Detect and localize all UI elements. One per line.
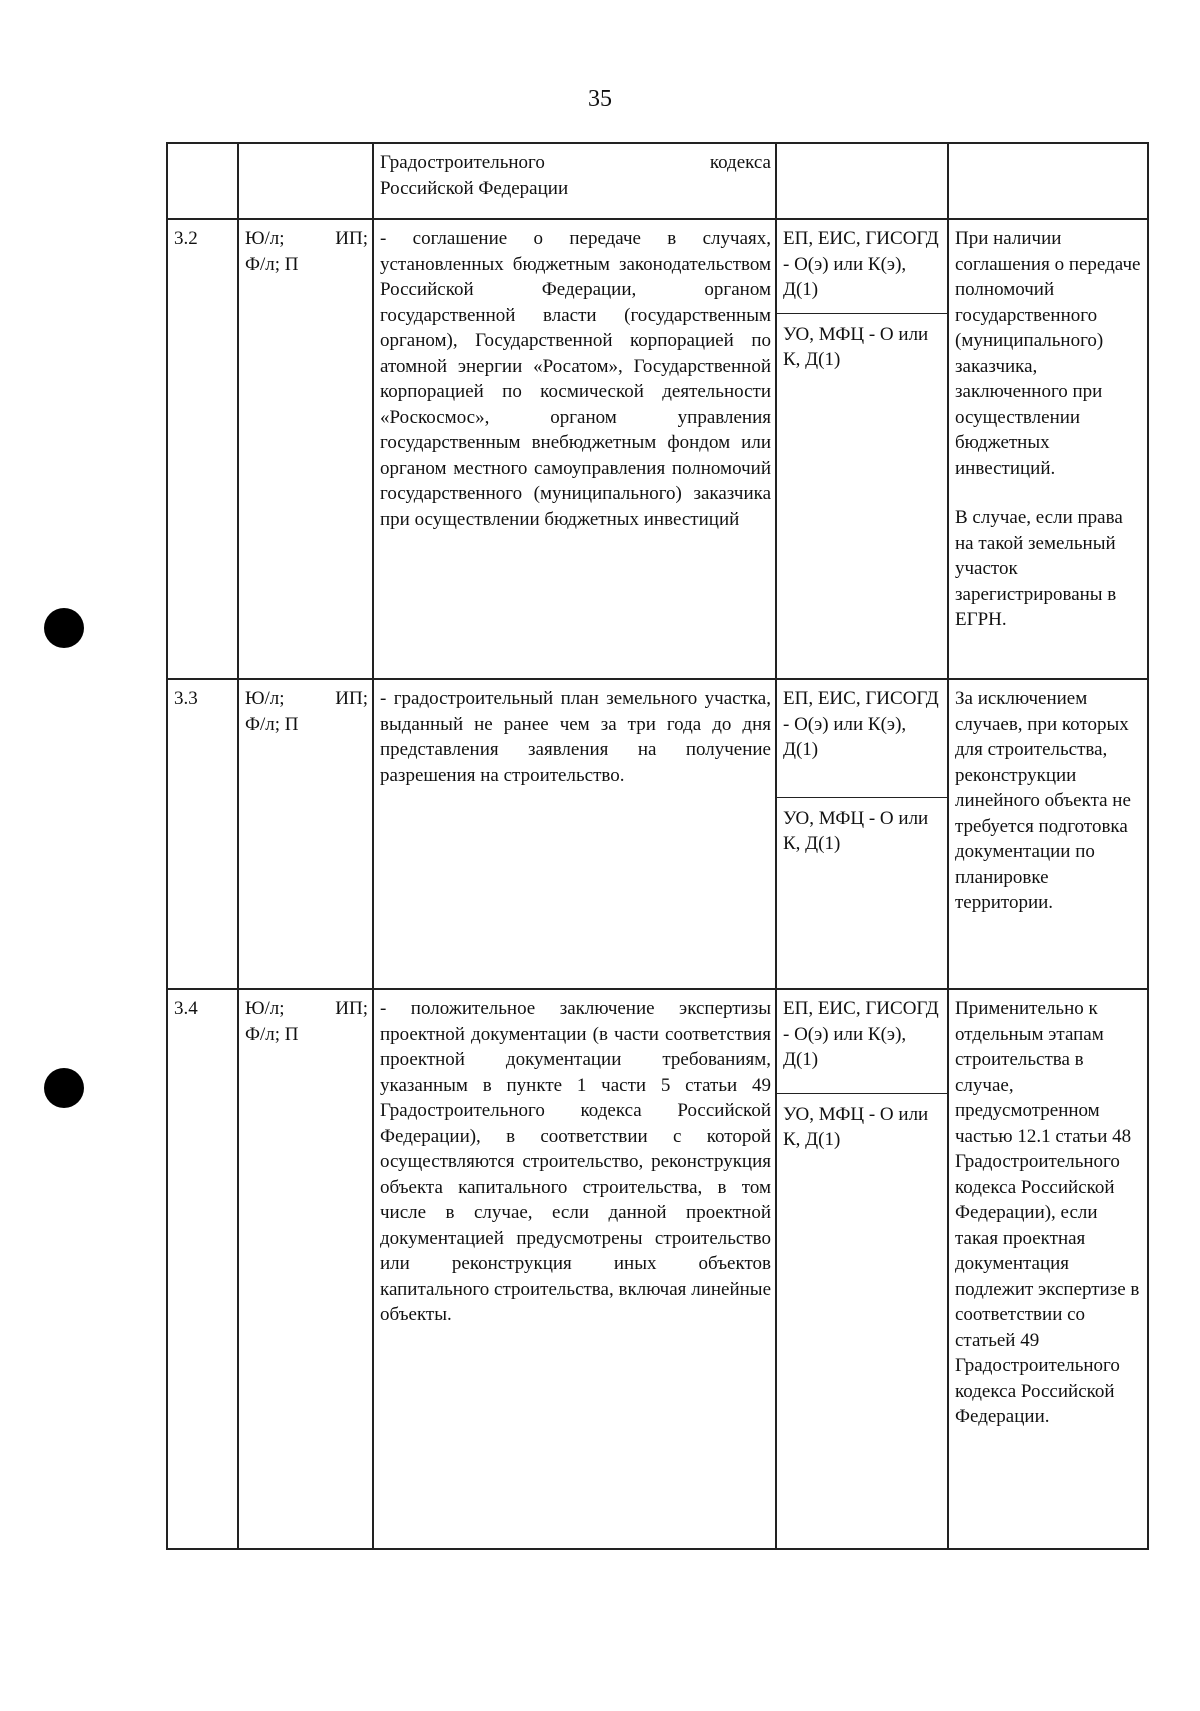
applicant-type-c: Ф/л; П xyxy=(245,1023,299,1045)
note-text-secondary: В случае, если права на такой земельный участок зарегистрированы в ЕГРН. xyxy=(955,507,1123,630)
submission-method-electronic: ЕП, ЕИС, ГИСОГД - О(э) или К(э), Д(1) xyxy=(777,226,947,314)
cell-document xyxy=(373,143,776,219)
applicant-type-c: Ф/л; П xyxy=(245,713,299,735)
cell-note xyxy=(948,219,1148,679)
table-row-continuation xyxy=(167,143,1148,219)
cell-note: За исключением случаев, при которых для строительства, реконструкции линейного объекта не требуется подготовка документации по планировке территории. xyxy=(948,679,1148,989)
continuation-text-part1: Градостроительного xyxy=(380,152,545,173)
applicant-type-b: ИП; xyxy=(335,228,368,249)
submission-method-electronic: ЕП, ЕИС, ГИСОГД - О(э) или К(э), Д(1) xyxy=(777,686,947,798)
continuation-text-part2: кодекса xyxy=(709,152,771,173)
punch-hole-mark xyxy=(44,1068,84,1108)
applicant-type-a: Ю/л; xyxy=(245,688,285,709)
submission-method-electronic: ЕП, ЕИС, ГИСОГД - О(э) или К(э), Д(1) xyxy=(777,996,947,1094)
applicant-type-a: Ю/л; xyxy=(245,998,285,1019)
cell-num xyxy=(167,143,238,219)
cell-applicant xyxy=(238,989,373,1549)
document-description: - положительное заключение экспертизы проектной документации (в части соответствия проектной документации требованиям, указанным в пункте 1 части 5 статьи 49 Градостроительного кодекса Российской Федерации), в соответствии с которой осуществляются строительство, реконструкция объекта капитального строительства, в том числе в случае, если данной проектной документацией предусмотрены строительство или реконструкция иных объектов капитального строительства, включая линейные объекты. xyxy=(373,989,776,1549)
continuation-text-line2: Российской Федерации xyxy=(380,177,569,199)
page-number: 35 xyxy=(588,86,612,112)
cell-method xyxy=(776,143,948,219)
row-number: 3.4 xyxy=(167,989,238,1549)
row-number: 3.2 xyxy=(167,219,238,679)
submission-method-in-person: УО, МФЦ - О или К, Д(1) xyxy=(783,807,929,854)
submission-method-in-person: УО, МФЦ - О или К, Д(1) xyxy=(783,323,929,370)
submission-method-in-person: УО, МФЦ - О или К, Д(1) xyxy=(783,1103,929,1150)
document-description: - градостроительный план земельного участка, выданный не ранее чем за три года до дня представления заявления на получение разрешения на строительство. xyxy=(373,679,776,989)
table-row xyxy=(167,219,1148,679)
table-row xyxy=(167,989,1148,1549)
cell-applicant xyxy=(238,143,373,219)
cell-applicant xyxy=(238,679,373,989)
table-row xyxy=(167,679,1148,989)
applicant-type-b: ИП; xyxy=(335,688,368,709)
applicant-type-c: Ф/л; П xyxy=(245,253,299,275)
applicant-type-b: ИП; xyxy=(335,998,368,1019)
punch-hole-mark xyxy=(44,608,84,648)
cell-applicant xyxy=(238,219,373,679)
cell-method xyxy=(776,219,948,679)
cell-method xyxy=(776,989,948,1549)
row-number: 3.3 xyxy=(167,679,238,989)
cell-note xyxy=(948,143,1148,219)
applicant-type-a: Ю/л; xyxy=(245,228,285,249)
cell-method xyxy=(776,679,948,989)
document-description: - соглашение о передаче в случаях, установленных бюджетным законодательством Российской Федерации, органом государственной власти (государственным органом), Государственной корпорацией по атомной энергии «Росатом», Государственной корпорацией по космической деятельности «Роскосмос», органом управления государственным внебюджетным фондом или органом местного самоуправления полномочий государственного (муниципального) заказчика при осуществлении бюджетных инвестиций xyxy=(373,219,776,679)
note-text: При наличии соглашения о передаче полномочий государственного (муниципального) заказчика, заключенного при осуществлении бюджетных инвестиций. xyxy=(955,228,1141,479)
requirements-table xyxy=(166,142,1149,1550)
cell-note: Применительно к отдельным этапам строительства в случае, предусмотренном частью 12.1 статьи 48 Градостроительного кодекса Российской Федерации), если такая проектная документация подлежит экспертизе в соответствии со статьей 49 Градостроительного кодекса Российской Федерации. xyxy=(948,989,1148,1549)
